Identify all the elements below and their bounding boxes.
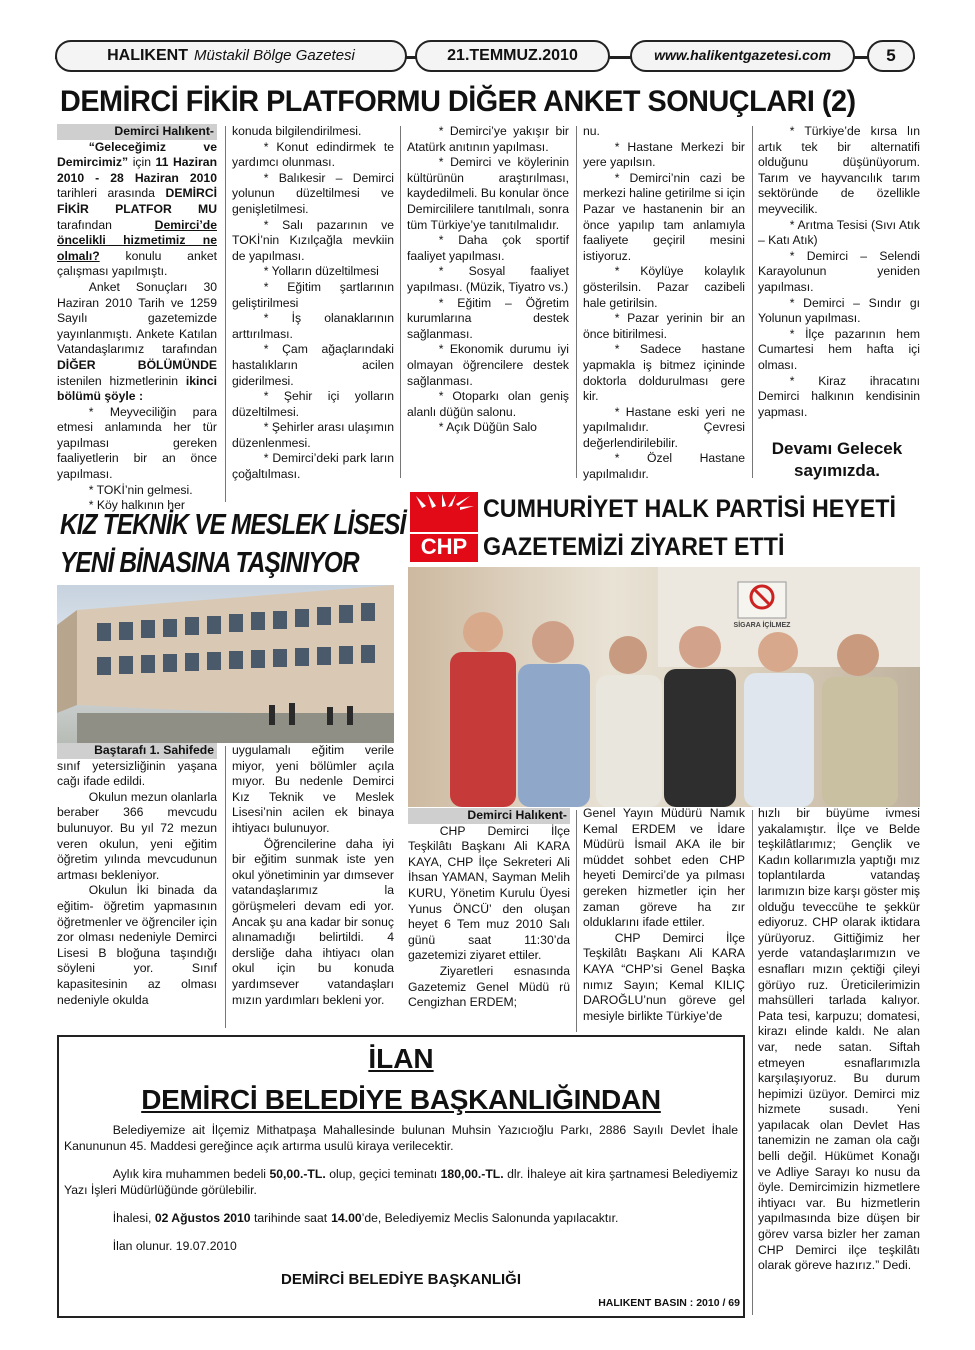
notice-auction-mid: tarihinde saat [253,1211,328,1225]
column-divider [225,126,226,502]
chp-logo-text: CHP [420,534,468,559]
survey-item: * Demirci – Sındır gı Yolunun yapılması. [758,295,920,326]
survey-item: * Sadece hastane yapmakla iş bitmez içininde doktorla doldurulması gere kir. [583,342,745,404]
survey-item: * Salı pazarının ve TOKİ’nin Kızılçağla mevkiin de yapılması. [232,217,394,263]
school-paragraph: Öğrencilerine daha iyi bir eğitim sunmak iste yen okul yönetiminin yar dımsever vatandaşlarımız la görüşmeleri devam edi yor. Ancak şu ana kadar bir sonuç alınamadığı belirtildi. 4 dersliğe daha ihtiyacı olan okul için bu konuda yardımsever vatandaşları mızın yardımları bekleni yor. [232,836,394,1007]
notice-body [64,1122,738,1272]
survey-byline: Demirci Halıkent- [57,124,217,140]
survey-item: * Şehirler arası ulaşımın düzenlenmesi. [232,420,394,450]
survey-item: * Demirci’ye yakışır bir Atatürk anıtının yapılması. [407,124,569,154]
school-paragraph: Okulun mezun olanlarla beraber 366 mevcudu bulunuyor. Bu yıl 72 mezun veren okulun, yeni eğitim öğretim yılında mevcudunun artması bekleniyor. [57,789,217,882]
notice-signature: DEMİRCİ BELEDİYE BAŞKANLIĞI [280,1271,521,1288]
notice-auction-date: 02 Ağustos 2010 [154,1211,251,1225]
survey-item: konuda bilgilendirilmesi. [232,124,362,138]
notice-deposit-value: 180,00.-TL. [440,1167,504,1181]
chp-paragraph: CHP Demirci İlçe Teşkilâtı Başkanı Ali KARA KAYA “CHP’si Genel Başka nımız Sayın; Kemal KILIÇ DAROĞLU’nun göreve gel mesiyle birlikte Türkiye’de [583,930,745,1023]
notice-date-line: İlan olunur. 19.07.2010 [112,1239,237,1253]
survey-p2-bold2: ikinci bölümü şöyle : [57,373,218,404]
survey-item: * İş olanaklarının arttırılması. [232,311,394,341]
survey-lead-dates: 11 Haziran 2010 - 28 Haziran 2010 [57,155,218,185]
photo-sign-text: SİGARA İÇİLMEZ [733,622,791,629]
survey-item: * Köy halkının her [88,498,185,513]
column-divider [752,126,753,478]
chp-paragraph: CHP Demirci İlçe Teşkilâtı Başkanı Ali KARA KAYA, CHP İlçe Sekreteri Ali İhsan YAMAN, Sayman Melih KURU, Yönetim Kurulu Üyesi Yunus ÖNCÜ’ den oluşan heyet 6 Tem muz 2010 Salı günü saat 11:30’da gazetemizi ziyaret ettiler. [408,823,570,963]
survey-lead-end: konulu anket çalışması yapılmıştı. [57,248,217,279]
chp-byline: Demirci Halıkent- [408,808,570,824]
school-col-1 [57,743,217,1033]
page-number-box [867,40,915,72]
survey-item: * Hastane eski yeri ne yapılmalıdır. Çevresi değerlendirilebilir. [583,404,745,450]
paper-name: HALIKENT [107,47,188,65]
chp-col-2 [583,806,745,1032]
masthead-box [55,40,407,72]
column-divider [400,126,401,478]
survey-item: * Konut edindirmek te yardımcı olunması. [232,139,394,170]
notice-authority: DEMİRCİ BELEDİYE BAŞKANLIĞINDAN [141,1084,661,1115]
survey-item: * Demirci’nin cazi be merkezi haline getirilme si için Pazar ve hastanenin bir an önce yapılıp tam anlamıyla faaliyete geçiril mesini istiyoruz. [583,170,745,263]
survey-col-5 [758,124,920,424]
survey-item: * Eğitim şartlarının geliştirilmesi [232,279,394,310]
survey-topic: Demirci’de öncelikli hizmetimiz ne olmalı? [57,217,217,263]
survey-item: * Özel Hastane yapılmalıdır. [583,451,745,482]
chp-headline-line1: CUMHURİYET HALK PARTİSİ HEYETİ [483,495,896,523]
survey-item: * Demirci’deki park ların çoğaltılması. [232,451,394,482]
survey-item: * Kiraz ihracatını Demirci halkının kendisinin yapması. [758,373,920,419]
survey-item: * Açık Düğün Salo [438,420,537,435]
chp-paragraph: Ziyaretleri esnasında Gazetemiz Genel Müdü rü Cengizhan ERDEM; [408,963,570,1010]
group-photo-illustration [408,567,920,807]
survey-item: * Arıtma Tesisi (Sıvı Atık – Katı Atık) [758,217,920,248]
survey-item: * Türkiye’de kırsa lın artık tek bir alternatifi olduğunu düşünüyorum. Tarım ve hayvancılık tarım sektöründe de özellikle meyvecilik. [758,124,920,216]
survey-item: * Balıkesir – Demirci yolunun düzeltilmesi ve genişletilmesi. [232,170,394,216]
survey-item: * Daha çok sportif faaliyet yapılması. [407,233,569,263]
chp-delegation-photo [408,567,920,807]
survey-item: * Sosyal faaliyet yapılması. (Müzik, Tiyatro vs.) [407,264,569,294]
survey-item: * Demirci – Selendi Karayolunun yeniden yapılması. [758,248,920,294]
survey-p2-bold: DİĞER BÖLÜMÜNDE [57,357,217,372]
chp-logo [410,492,478,562]
main-headline: DEMİRCİ FİKİR PLATFORMU DİĞER ANKET SONUÇLARI (2) [60,85,856,118]
survey-col-4 [583,124,745,484]
survey-item: * Şehir içi yolların düzeltilmesi. [232,389,394,419]
survey-item: * Otoparkı olan geniş alanlı düğün salonu. [407,389,569,419]
notice-paragraph: Belediyemize ait İlçemiz Mithatpaşa Mahallesinde bulunan Muhsin Yazıcıoğlu Parkı, 2886 Sayılı Devlet İhale Kanununun 45. Maddesi gereğince açık artırma usulü kiraya verilecektir. [64,1123,738,1153]
notice-auction-place: ’de, Belediyemiz Meclis Salonunda yapılacaktır. [361,1211,619,1225]
issue-date: 21.TEMMUZ.2010 [447,47,578,65]
survey-item: * Demirci ve köylerinin kültürünün araştırılması, kaydedilmeli. Bu konular önce Demircililere tanıtılmalı, sonra tüm Türkiye’ye tanıtılmalıdır. [407,155,569,232]
survey-item: * Köylüye kolaylık gösterilsin. Pazar cazibeli hale getirilsin. [583,264,745,310]
notice-code: HALIKENT BASIN : 2010 / 69 [598,1297,740,1309]
notice-deposit-label: olup, geçici teminatı [329,1167,438,1181]
survey-item: * Yolların düzeltilmesi [263,264,379,279]
survey-p2-mid: istenilen hizmetlerinin [57,373,178,388]
date-box [415,40,610,72]
survey-item: * Meyveciliğin para etmesi anlamında her tür yapılması gereken faaliyetlerin bir an önce yapılması. [57,404,217,482]
survey-lead-for: için [132,155,151,170]
school-building-illustration [57,585,394,743]
school-paragraph: sınıf yetersizliğinin yaşana cağı ifade edildi. [57,758,217,789]
survey-col-2 [232,124,394,504]
column-divider [576,810,577,1032]
notice-title: İLAN [368,1043,434,1074]
survey-item: nu. [583,124,600,138]
column-divider [576,126,577,478]
survey-item: * Ekonomik durumu iyi olmayan öğrencilere destek sağlanması. [407,342,569,388]
survey-p2: Anket Sonuçları 30 Haziran 2010 Tarih ve 1259 Sayılı gazetemizde yayınlanmıştı. Ankete Katılan Vatandaşlarımız tarafından [57,279,217,357]
notice-auction-label: İhalesi, [112,1211,152,1225]
school-paragraph: Okulun İki binada da eğitim- öğretim yapmasının öğretmenler ve öğrenciler için zor olması nedeniyle Demirci Lisesi B bloğuna taşındığı söyleni yor. Sınıf kapasitesinin az olması nedeniyle okulda [57,883,217,1007]
school-continued-from: Baştarafı 1. Sahifede [57,743,217,759]
notice-spec-text: dlr. İhaleye ait kira şartnamesi Belediyemiz Yazı İşleri Müdürlüğünde görülebilir. [64,1167,738,1197]
page-number: 5 [886,46,896,66]
notice-paragraph [64,1210,738,1226]
survey-item: * Çam ağaçlarındaki hastalıkların acilen giderilmesi. [232,342,394,388]
notice-rent-label: Aylık kira muhammen bedeli [112,1167,266,1181]
survey-org: DEMİRCİ FİKİR PLATFOR MU [57,186,218,216]
paper-tagline: Müstakil Bölge Gazetesi [193,47,355,65]
notice-paragraph [64,1166,738,1198]
survey-col-1 [57,124,218,513]
column-divider [225,746,226,1028]
notice-auction-time: 14.00 [331,1211,362,1225]
school-building-photo [57,585,394,743]
chp-paragraph: Genel Yayın Müdürü Namık Kemal ERDEM ve İdare Müdürü İsmail AKA ile bir müddet sohbet eden CHP heyeti Demirci’de ya pılması gereken hizmetler için her zaman göreve ha zır olduklarını ifade ettiler. [583,806,745,930]
notice-rent-value: 50,00.-TL. [269,1167,326,1181]
school-headline-line1: KIZ TEKNİK VE MESLEK LİSESİ [60,509,406,541]
chp-headline-line2: GAZETEMİZİ ZİYARET ETTİ [483,533,785,561]
survey-item: * TOKİ’nin gelmesi. [88,482,193,497]
school-headline-line2: YENİ BİNASINA TAŞINIYOR [60,547,359,579]
survey-lead-by: tarafından [57,217,112,232]
survey-item: * Pazar yerinin bir an önce bitirilmesi. [583,311,745,341]
website-box [630,40,855,72]
chp-col-1 [408,808,570,1035]
school-paragraph: uygulamalı eğitim verile miyor, yeni bölümler açıla mıyor. Bu nedenle Demirci Kız Teknik ve Meslek Lisesi’nin acilen ek binaya ihtiyacı bulunuyor. [232,743,394,835]
survey-lead-between: tarihleri arasında [57,186,155,201]
website-url: www.halikentgazetesi.com [654,47,831,64]
survey-item: * Hastane Merkezi bir yere yapılsın. [583,139,745,170]
survey-item: * Eğitim – Öğretim kurumlarına destek sağlanması. [407,295,569,341]
survey-item: * İlçe pazarının hem Cumartesi hem hafta içi olması. [758,326,920,372]
survey-col-3 [407,124,569,484]
column-divider [752,810,753,1315]
chp-col-3 [758,806,920,1316]
school-col-2 [232,743,394,1033]
survey-lead-quote: “Geleceğimiz ve Demircimiz” [57,139,217,170]
chp-paragraph: hızlı bir büyüme ivmesi yakalamıştır. İlçe ve Belde teşkilâtlarımız; Gençlik ve Kadın kollarımızla yaptığı mız toplantılarda vatandaş larımızın bize karşı göster miş olduğu teveccühe te şekkür ediyoruz. CHP olarak iktidara yürüyoruz. Gittiğimiz her yerde vatandaşlarımızın ve esnafları mızın çektiği çileyi görüyo ruz. Üreticilerimizin mahsülleri tarlada kalıyor. Pata tesi, karpuzu; domatesi, kirazı elinde kaldı. Ne alan var, nede satan. Siftah etmeyen esnaflarımızla karşılaşıyoruz. Bu durum hepimizi üzüyor. Demirci miz hizmete susadı. Yeni yapılacak olan Devlet Has tanemizin ne zaman ola cağı belli değil. Hükümet Konağı ve Adliye Sarayı ko nusu da öyle. Demircimizin hizmetlere ihtiyacı var. Bu hizmetlerin yapılmasında bize düşen bir görev varsa bizler her zaman CHP Demirci ilçe teşkilâtı olarak göreve hazırız.” Dedi. [758,806,920,1273]
survey-continued: Devamı Gelecek sayımızda. [771,439,903,480]
